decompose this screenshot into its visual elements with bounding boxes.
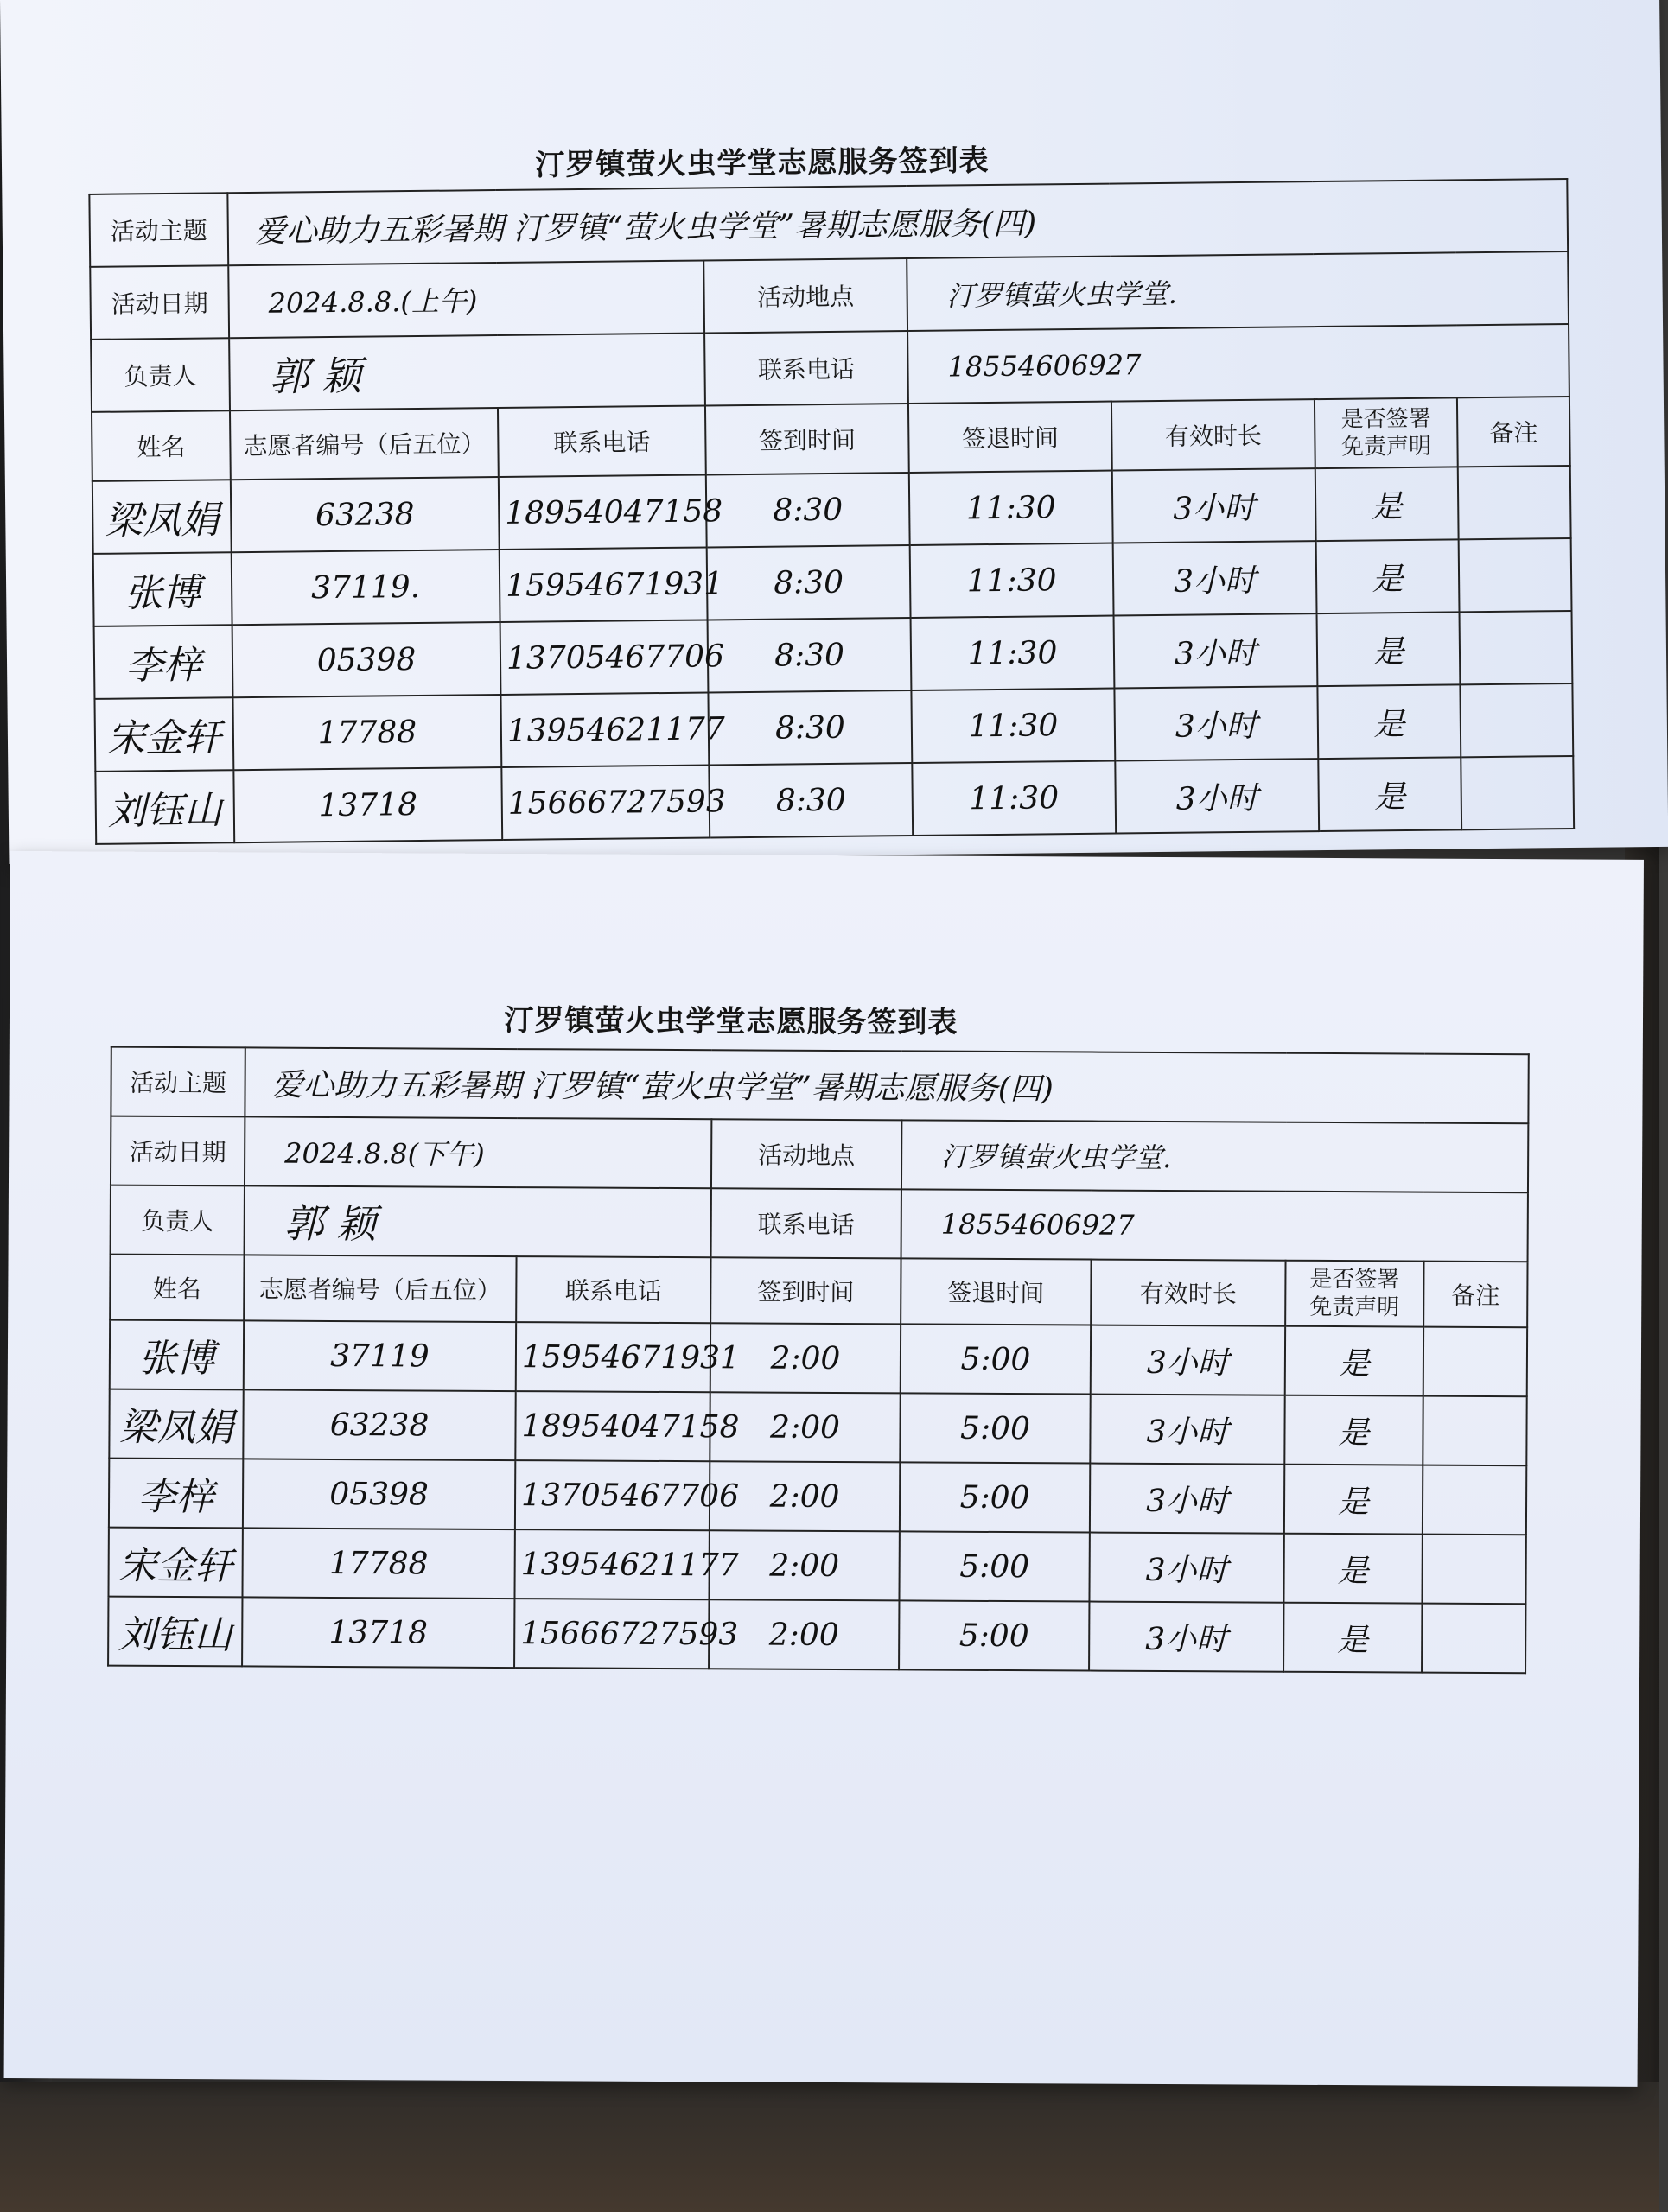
- cell-check-in: 2:00: [710, 1392, 900, 1462]
- column-header-name: 姓名: [92, 410, 231, 481]
- cell-waiver: 是: [1283, 1603, 1422, 1673]
- column-header-waiver: 是否签署 免责声明: [1285, 1261, 1423, 1327]
- date-label: 活动日期: [111, 1116, 245, 1186]
- cell-volunteer-id: 63238: [231, 477, 500, 552]
- cell-volunteer-id: 17788: [242, 1528, 514, 1599]
- cell-check-out: 5:00: [901, 1324, 1091, 1394]
- cell-note: [1423, 1327, 1527, 1397]
- column-header-check-in: 签到时间: [710, 1257, 901, 1324]
- cell-note: [1461, 756, 1574, 830]
- cell-waiver: 是: [1317, 612, 1461, 686]
- table-row: [108, 1528, 1525, 1605]
- cell-hours: 3小时: [1089, 1533, 1283, 1603]
- cell-name: 梁凤娟: [92, 480, 232, 554]
- cell-note: [1460, 611, 1573, 684]
- cell-hours: 3小时: [1112, 468, 1316, 543]
- cell-check-in: 8:30: [709, 763, 913, 837]
- cell-name: 梁凤娟: [109, 1389, 243, 1459]
- column-header-hours: 有效时长: [1091, 1260, 1285, 1326]
- cell-volunteer-id: 17788: [232, 695, 501, 770]
- date-label: 活动日期: [90, 265, 229, 340]
- phone-label: 联系电话: [711, 1188, 901, 1258]
- cell-waiver: 是: [1283, 1534, 1422, 1604]
- cell-name: 宋金轩: [108, 1528, 242, 1598]
- theme-label: 活动主题: [89, 193, 228, 267]
- theme-row: [111, 1047, 1528, 1124]
- column-header-note: 备注: [1423, 1262, 1527, 1328]
- cell-check-in: 2:00: [710, 1323, 901, 1393]
- sheet-title: 汀罗镇萤火虫学堂志愿服务签到表: [504, 1002, 958, 1040]
- table-row: [108, 1597, 1525, 1674]
- column-header-check-out: 签退时间: [908, 402, 1112, 473]
- column-header-hours: 有效时长: [1111, 399, 1315, 470]
- cell-name: 李梓: [94, 625, 233, 699]
- leader-label: 负责人: [91, 338, 230, 412]
- cell-note: [1460, 683, 1573, 757]
- theme-label: 活动主题: [111, 1047, 245, 1117]
- table-row: [109, 1389, 1526, 1466]
- cell-phone: 13954621177: [500, 692, 709, 767]
- cell-phone: 15954671931: [500, 547, 708, 622]
- leader-row: [111, 1185, 1528, 1262]
- cell-check-out: 5:00: [899, 1531, 1089, 1601]
- cell-hours: 3小时: [1115, 759, 1319, 833]
- cell-waiver: 是: [1318, 757, 1461, 831]
- column-header-volunteer-id: 志愿者编号（后五位）: [230, 408, 499, 480]
- cell-phone: 13705467706: [515, 1460, 710, 1530]
- leader-value: 郭 颖: [245, 1185, 711, 1257]
- cell-check-in: 8:30: [708, 690, 912, 765]
- cell-hours: 3小时: [1114, 686, 1318, 760]
- cell-volunteer-id: 63238: [243, 1389, 515, 1460]
- phone-label: 联系电话: [704, 331, 908, 405]
- cell-name: 李梓: [109, 1459, 243, 1529]
- location-label: 活动地点: [703, 258, 907, 333]
- cell-phone: 13705467706: [500, 620, 709, 695]
- cell-check-in: 2:00: [709, 1599, 899, 1669]
- column-header-row: [110, 1255, 1527, 1328]
- cell-volunteer-id: 13718: [233, 767, 502, 842]
- cell-name: 宋金轩: [94, 697, 233, 772]
- table-row: [95, 756, 1574, 844]
- column-header-volunteer-id: 志愿者编号（后五位）: [244, 1255, 516, 1322]
- cell-waiver: 是: [1285, 1326, 1423, 1396]
- sign-in-table: [107, 1046, 1530, 1675]
- leader-label: 负责人: [111, 1185, 245, 1255]
- column-header-phone: 联系电话: [516, 1256, 710, 1323]
- cell-check-out: 11:30: [910, 543, 1114, 618]
- cell-hours: 3小时: [1091, 1325, 1285, 1395]
- cell-check-in: 2:00: [709, 1530, 899, 1600]
- cell-waiver: 是: [1284, 1465, 1423, 1535]
- cell-note: [1459, 538, 1572, 612]
- cell-check-out: 5:00: [900, 1462, 1090, 1532]
- table-row: [110, 1320, 1527, 1397]
- cell-volunteer-id: 13718: [242, 1597, 514, 1668]
- cell-volunteer-id: 05398: [232, 622, 501, 697]
- sign-in-table: [88, 178, 1575, 845]
- cell-waiver: 是: [1284, 1395, 1423, 1465]
- cell-note: [1423, 1465, 1526, 1535]
- cell-phone: 15954671931: [516, 1322, 710, 1392]
- date-value: 2024.8.8(下午): [245, 1116, 711, 1188]
- cell-note: [1422, 1604, 1525, 1674]
- sign-in-sheet-afternoon: [4, 851, 1644, 2087]
- column-header-waiver: 是否签署 免责声明: [1315, 397, 1458, 468]
- cell-name: 刘钰山: [95, 770, 234, 844]
- cell-check-out: 11:30: [911, 616, 1115, 690]
- cell-volunteer-id: 37119: [244, 1320, 516, 1391]
- phone-value: 18554606927: [901, 1189, 1528, 1262]
- cell-name: 刘钰山: [108, 1597, 242, 1667]
- cell-hours: 3小时: [1113, 541, 1317, 615]
- cell-phone: 13954621177: [514, 1529, 709, 1599]
- column-header-phone: 联系电话: [498, 405, 706, 477]
- background-bottom: [0, 2082, 1659, 2212]
- phone-value: 18554606927: [907, 324, 1569, 404]
- cell-check-out: 5:00: [900, 1393, 1090, 1463]
- theme-value: 爱心助力五彩暑期 汀罗镇“萤火虫学堂”暑期志愿服务(四): [227, 179, 1568, 265]
- column-header-check-out: 签退时间: [901, 1258, 1091, 1325]
- cell-check-in: 8:30: [707, 545, 911, 620]
- cell-note: [1423, 1396, 1526, 1466]
- theme-value: 爱心助力五彩暑期 汀罗镇“萤火虫学堂”暑期志愿服务(四): [245, 1047, 1528, 1123]
- cell-check-out: 5:00: [899, 1600, 1089, 1670]
- cell-waiver: 是: [1316, 539, 1460, 613]
- cell-phone: 15666727593: [514, 1599, 709, 1669]
- column-header-note: 备注: [1457, 397, 1570, 467]
- sign-in-sheet-morning: [0, 0, 1668, 864]
- cell-volunteer-id: 05398: [243, 1459, 515, 1529]
- cell-phone: 15666727593: [501, 765, 710, 840]
- location-value: 汀罗镇萤火虫学堂.: [901, 1120, 1528, 1192]
- cell-volunteer-id: 37119.: [232, 550, 500, 625]
- cell-check-out: 11:30: [911, 689, 1115, 763]
- cell-check-in: 8:30: [706, 473, 910, 547]
- date-value: 2024.8.8.(上午): [228, 260, 704, 338]
- cell-name: 张博: [93, 552, 232, 626]
- cell-waiver: 是: [1317, 684, 1461, 759]
- cell-check-in: 8:30: [708, 618, 912, 692]
- cell-phone: 18954047158: [499, 474, 707, 550]
- cell-waiver: 是: [1315, 467, 1459, 541]
- column-header-name: 姓名: [110, 1255, 244, 1321]
- cell-check-out: 11:30: [912, 761, 1116, 836]
- location-value: 汀罗镇萤火虫学堂.: [907, 251, 1569, 331]
- date-row: [111, 1116, 1528, 1193]
- cell-hours: 3小时: [1114, 613, 1318, 688]
- cell-phone: 18954047158: [515, 1391, 710, 1461]
- cell-hours: 3小时: [1090, 1395, 1284, 1465]
- cell-hours: 3小时: [1090, 1464, 1284, 1534]
- table-row: [109, 1459, 1526, 1535]
- leader-value: 郭 颖: [229, 333, 705, 410]
- cell-note: [1458, 466, 1571, 539]
- cell-note: [1422, 1535, 1525, 1605]
- column-header-check-in: 签到时间: [705, 404, 909, 474]
- location-label: 活动地点: [711, 1119, 901, 1189]
- cell-name: 张博: [110, 1320, 244, 1390]
- sheet-title: 汀罗镇萤火虫学堂志愿服务签到表: [535, 143, 990, 183]
- cell-hours: 3小时: [1089, 1602, 1283, 1672]
- cell-check-in: 2:00: [710, 1461, 900, 1531]
- cell-check-out: 11:30: [909, 471, 1113, 545]
